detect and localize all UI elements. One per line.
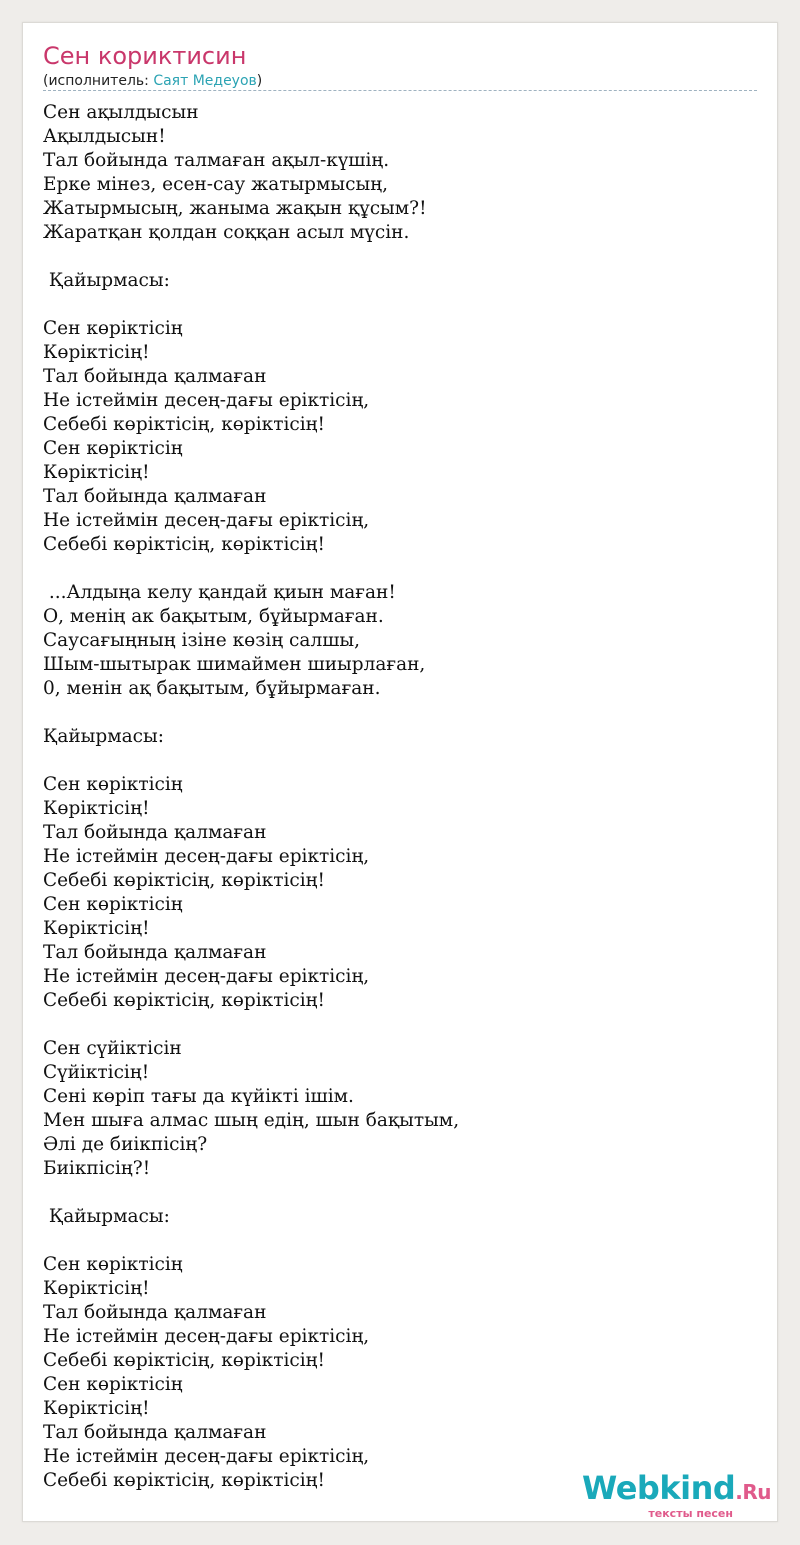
lyric-line: Көріктісің! [43, 1278, 150, 1299]
lyric-line: Себебі көріктісің, көріктісің! [43, 1470, 325, 1491]
lyric-line: Ерке мінез, есен-сау жатырмысың, [43, 174, 388, 195]
lyric-line: Мен шыға алмас шың едің, шын бақытым, [43, 1110, 460, 1131]
lyric-line: Көріктісің! [43, 918, 150, 939]
lyric-line [43, 1229, 459, 1253]
artist-line [43, 72, 262, 90]
lyric-line: Себебі көріктісің, көріктісің! [43, 534, 325, 555]
lyric-line [43, 1181, 459, 1205]
lyric-line: Сен ақылдысын [43, 102, 199, 123]
lyric-line: Шым-шытырак шимаймен шиырлаған, [43, 654, 426, 675]
lyric-line: Жатырмысың, жаныма жақын құсым?! [43, 198, 427, 219]
lyric-line: Көріктісің! [43, 798, 150, 819]
lyric-line: Не істеймін десең-дағы еріктісің, [43, 1326, 370, 1347]
title-divider [43, 90, 757, 91]
lyric-line: Ақылдысын! [43, 126, 166, 147]
lyric-line: Себебі көріктісің, көріктісің! [43, 990, 325, 1011]
lyric-line: Тал бойында қалмаған [43, 1302, 267, 1323]
lyric-line: Қайырмасы: [43, 270, 170, 291]
lyric-line [43, 701, 459, 725]
lyric-line [43, 557, 459, 581]
lyric-line: ...Алдыңа келу қандай қиын маған! [43, 582, 396, 603]
lyric-line: Жаратқан қолдан соққан асыл мүсін. [43, 222, 410, 243]
lyric-line: Қайырмасы: [43, 1206, 170, 1227]
artist-suffix: ) [256, 73, 263, 89]
lyric-line: Көріктісің! [43, 342, 150, 363]
lyric-line: Биікпісің?! [43, 1158, 151, 1179]
lyric-line [43, 293, 459, 317]
lyric-line: Сен сүйіктісін [43, 1038, 182, 1059]
lyric-line: Көріктісің! [43, 1398, 150, 1419]
artist-link[interactable]: Саят Медеуов [153, 73, 257, 89]
lyric-line: Сен көріктісің [43, 894, 183, 915]
lyric-line: Сен көріктісің [43, 318, 183, 339]
lyric-line: Саусағыңның ізіне көзің салшы, [43, 630, 361, 651]
lyric-line: Сені көріп тағы да күйікті ішім. [43, 1086, 354, 1107]
lyric-line: Тал бойында қалмаған [43, 366, 267, 387]
lyric-line: Тал бойында қалмаған [43, 822, 267, 843]
lyric-line: О, менің ак бақытым, бұйырмаған. [43, 606, 384, 627]
lyric-line: Не істеймін десең-дағы еріктісің, [43, 846, 370, 867]
lyric-line [43, 1013, 459, 1037]
lyric-line: Сен көріктісің [43, 438, 183, 459]
lyric-line: Сүйіктісің! [43, 1062, 150, 1083]
lyric-line: Себебі көріктісің, көріктісің! [43, 414, 325, 435]
lyric-line: Сен көріктісің [43, 774, 183, 795]
lyric-line: Әлі де биікпісің? [43, 1134, 208, 1155]
lyrics-text [43, 101, 459, 1493]
lyric-line: Сен көріктісің [43, 1254, 183, 1275]
lyric-line: Тал бойында талмаған ақыл-күшің. [43, 150, 390, 171]
site-logo[interactable] [582, 1469, 771, 1520]
lyric-line: Тал бойында қалмаған [43, 486, 267, 507]
lyric-line: Қайырмасы: [43, 726, 164, 747]
lyric-line: Себебі көріктісің, көріктісің! [43, 870, 325, 891]
lyric-line: Тал бойында қалмаған [43, 942, 267, 963]
lyric-line [43, 749, 459, 773]
lyric-line: Тал бойында қалмаған [43, 1422, 267, 1443]
lyric-line: Не істеймін десең-дағы еріктісің, [43, 390, 370, 411]
lyric-line: Не істеймін десең-дағы еріктісің, [43, 966, 370, 987]
lyric-line: Не істеймін десең-дағы еріктісің, [43, 510, 370, 531]
lyrics-card [22, 22, 778, 1522]
lyric-line: Көріктісің! [43, 462, 150, 483]
lyric-line: 0, менін ақ бақытым, бұйырмаған. [43, 678, 381, 699]
artist-prefix: (исполнитель: [43, 73, 154, 89]
lyric-line [43, 245, 459, 269]
logo-tagline: тексты песен [648, 1507, 733, 1520]
lyric-line: Не істеймін десең-дағы еріктісің, [43, 1446, 370, 1467]
logo-main-text: Webkind [582, 1469, 736, 1507]
lyric-line: Сен көріктісің [43, 1374, 183, 1395]
logo-tld: .Ru [735, 1480, 771, 1504]
lyric-line: Себебі көріктісің, көріктісің! [43, 1350, 325, 1371]
logo-wordmark [582, 1469, 771, 1508]
song-title: Сен кориктисин [43, 42, 247, 70]
